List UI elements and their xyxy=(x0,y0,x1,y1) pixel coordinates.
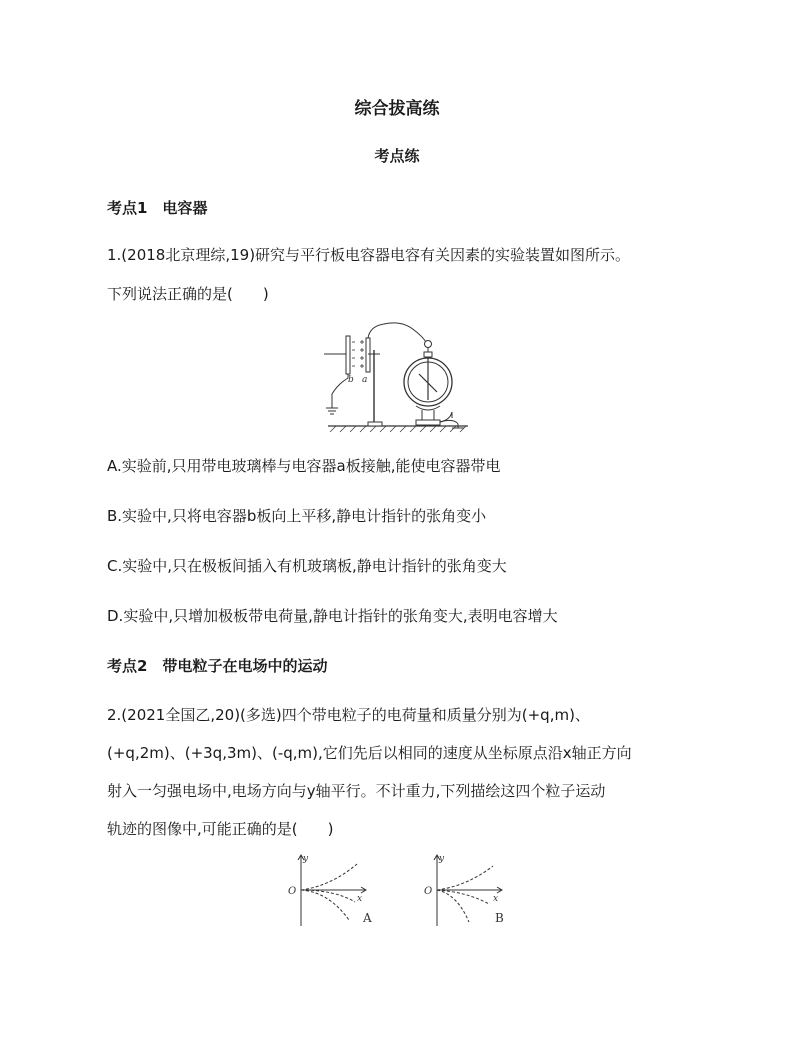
page-subtitle: 考点练 xyxy=(374,147,420,165)
graph-a-x-label: x xyxy=(357,894,363,904)
electroscope-knob xyxy=(425,341,432,348)
q1-option-c: C.实验中,只在极板间插入有机玻璃板,静电计指针的张角变大 xyxy=(107,557,507,575)
question-2-stem-line-4: 轨迹的图像中,可能正确的是( ) xyxy=(107,820,334,838)
graph-a-trajectory-3 xyxy=(301,890,349,920)
question-2-stem-line-2: (+q,2m)、(+3q,3m)、(-q,m),它们先后以相同的速度从坐标原点沿x轴正方向 xyxy=(107,744,632,762)
graph-a-trajectory-2 xyxy=(301,890,355,902)
plate-b xyxy=(346,336,350,374)
electroscope-base xyxy=(416,420,440,425)
table-hatching xyxy=(330,426,466,432)
question-2-stem-line-3: 射入一匀强电场中,电场方向与y轴平行。不计重力,下列描绘这四个粒子运动 xyxy=(107,782,606,800)
graph-a-trajectory-1 xyxy=(301,864,357,890)
graph-b-x-label: x xyxy=(493,894,499,904)
plate-a xyxy=(366,338,370,372)
section-heading-particle-motion: 考点2 带电粒子在电场中的运动 xyxy=(107,657,328,675)
graph-a-y-label: y xyxy=(303,854,309,864)
graph-b-trajectory-2 xyxy=(437,890,489,904)
page-title: 综合拔高练 xyxy=(354,99,440,119)
q1-option-d: D.实验中,只增加极板带电荷量,静电计指针的张角变大,表明电容增大 xyxy=(107,607,558,625)
graph-a-origin-label: O xyxy=(288,886,297,897)
trajectory-graph-a xyxy=(285,852,385,928)
graph-a-label: A xyxy=(363,911,372,925)
trajectory-graph-b xyxy=(421,852,521,928)
plate-charges xyxy=(352,340,364,368)
capacitor-experiment-figure xyxy=(318,322,478,434)
q1-option-b: B.实验中,只将电容器b板向上平移,静电计指针的张角变小 xyxy=(107,507,487,525)
label-plate-a: a xyxy=(362,375,368,385)
question-1-stem-line-1: 1.(2018北京理综,19)研究与平行板电容器电容有关因素的实验装置如图所示。 xyxy=(107,246,631,264)
q1-option-a: A.实验前,只用带电玻璃棒与电容器a板接触,能使电容器带电 xyxy=(107,457,501,475)
graph-b-label: B xyxy=(495,911,504,925)
stand-base xyxy=(368,422,382,426)
section-heading-capacitor: 考点1 电容器 xyxy=(107,199,208,217)
graph-b-trajectory-1 xyxy=(437,866,493,890)
graph-b-origin-label: O xyxy=(424,886,433,897)
connecting-wire xyxy=(368,323,426,342)
question-2-stem-line-1: 2.(2021全国乙,20)(多选)四个带电粒子的电荷量和质量分别为(+q,m)、 xyxy=(107,706,590,724)
question-1-stem-line-2: 下列说法正确的是( ) xyxy=(107,285,269,303)
label-plate-b: b xyxy=(348,375,354,385)
graph-b-y-label: y xyxy=(439,854,445,864)
ground-wire-b xyxy=(332,374,348,408)
